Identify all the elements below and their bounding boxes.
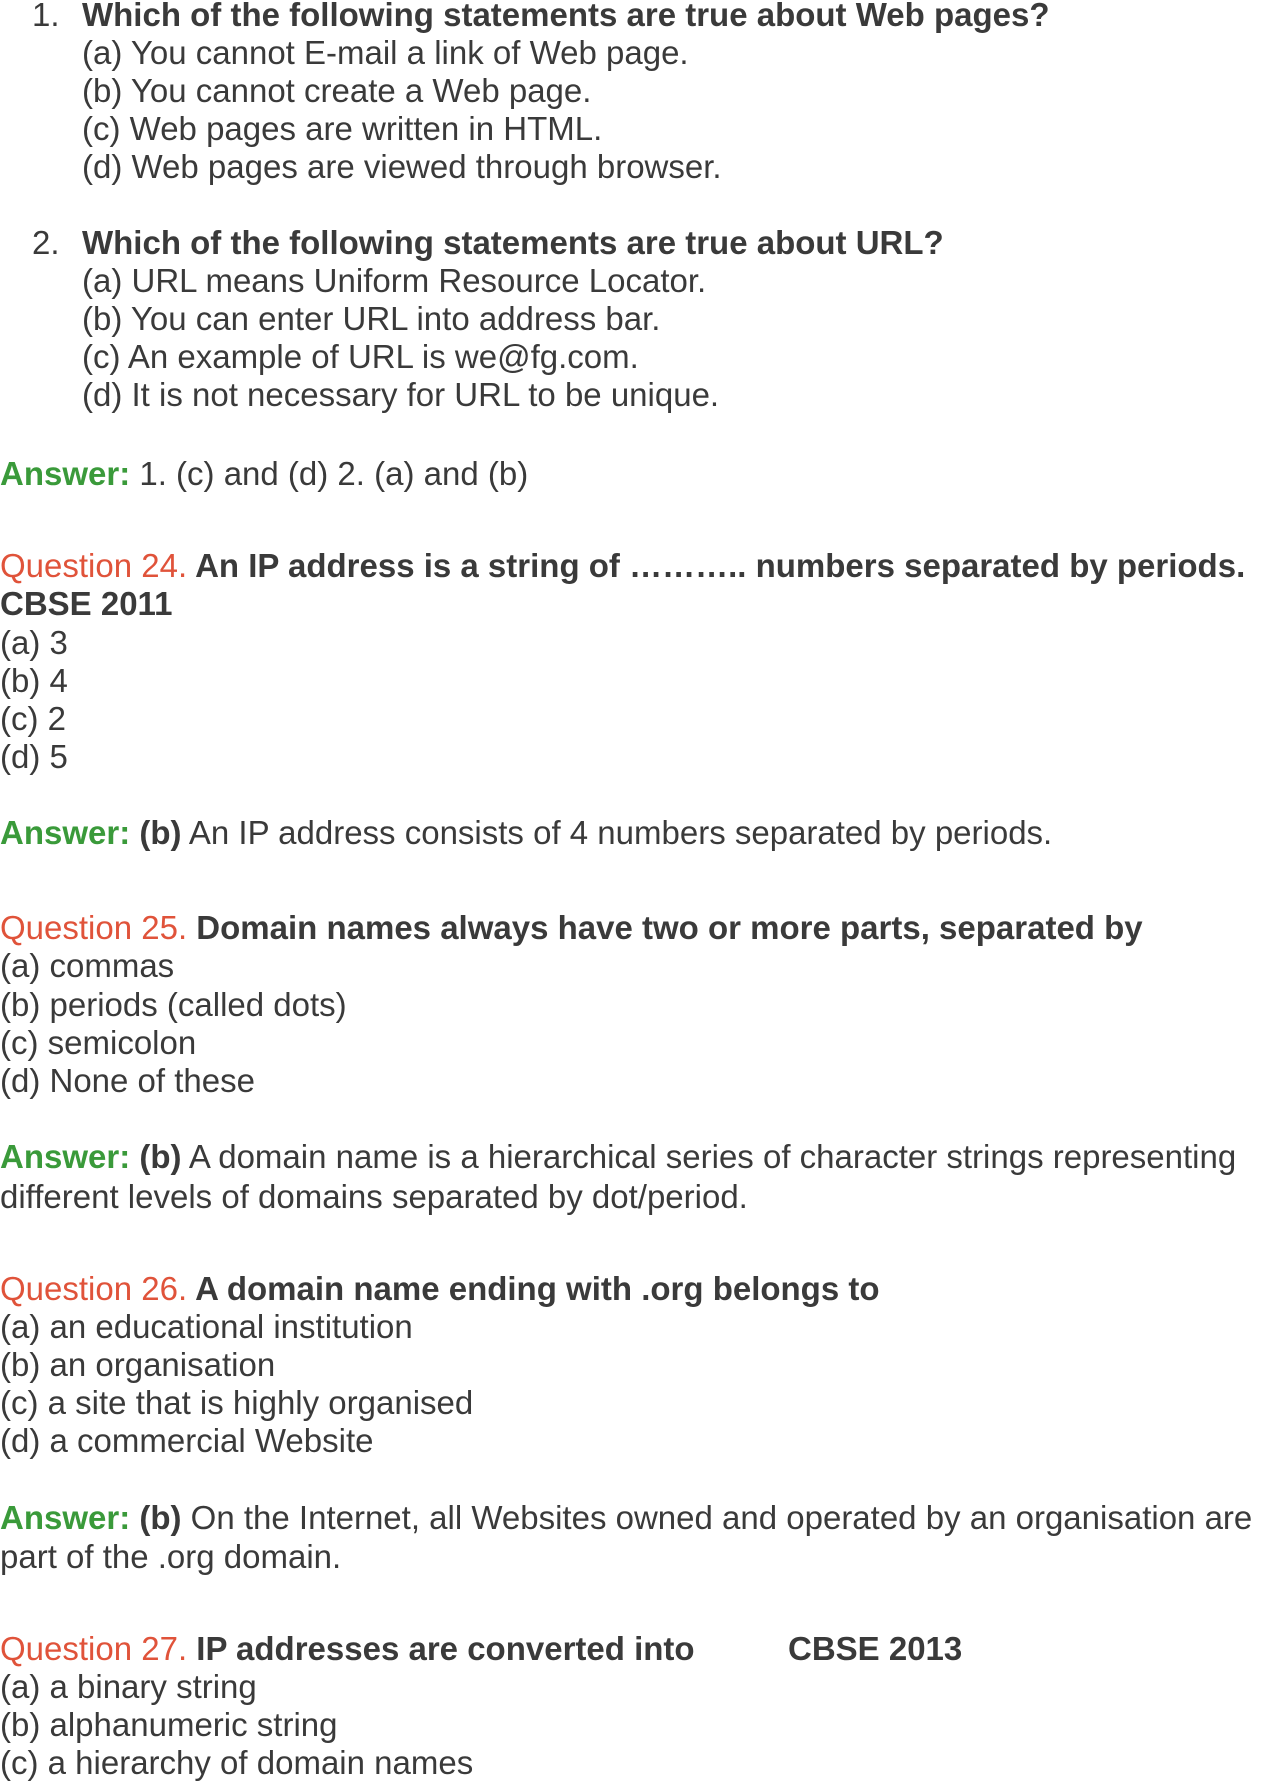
option: (a) 3 xyxy=(0,624,68,661)
question-25 xyxy=(0,909,1143,947)
option: (c) 2 xyxy=(0,700,66,737)
option: (d) Web pages are viewed through browser. xyxy=(82,148,722,185)
answer-text: A domain name is a hierarchical series of character strings representing xyxy=(181,1138,1237,1175)
question-label: Question 27. xyxy=(0,1630,188,1667)
option: (b) alphanumeric string xyxy=(0,1706,338,1743)
answer-26 xyxy=(0,1499,1252,1537)
option: (a) a binary string xyxy=(0,1668,257,1705)
option: (c) Web pages are written in HTML. xyxy=(82,110,603,147)
sub-question-text: Which of the following statements are true about URL? xyxy=(82,224,944,261)
option: (b) periods (called dots) xyxy=(0,986,347,1023)
question-label: Question 26. xyxy=(0,1270,188,1307)
answer-label: Answer: xyxy=(0,455,131,492)
sub-question-number: 1. xyxy=(32,0,60,33)
answer-text-continued: different levels of domains separated by dot/period. xyxy=(0,1178,748,1215)
option: (d) a commercial Website xyxy=(0,1422,374,1459)
answer-text: On the Internet, all Websites owned and operated by an organisation are xyxy=(181,1499,1253,1536)
option: (b) You cannot create a Web page. xyxy=(82,72,592,109)
option: (c) a hierarchy of domain names xyxy=(0,1744,474,1781)
answer-text: An IP address consists of 4 numbers separated by periods. xyxy=(181,814,1053,851)
answer-text-continued: part of the .org domain. xyxy=(0,1538,342,1575)
answer-25 xyxy=(0,1138,1236,1176)
option: (a) URL means Uniform Resource Locator. xyxy=(82,262,707,299)
answer-choice: (b) xyxy=(130,1138,182,1175)
option: (c) semicolon xyxy=(0,1024,197,1061)
option: (d) 5 xyxy=(0,738,68,775)
option: (b) 4 xyxy=(0,662,68,699)
sub-question-number: 2. xyxy=(32,224,60,261)
question-text: Domain names always have two or more parts, separated by xyxy=(187,909,1143,946)
question-label: Question 25. xyxy=(0,909,188,946)
question-text: A domain name ending with .org belongs to xyxy=(187,1270,880,1307)
option: (b) You can enter URL into address bar. xyxy=(82,300,661,337)
option: (c) An example of URL is we@fg.com. xyxy=(82,338,639,375)
answer-choice: (b) xyxy=(130,814,182,851)
answer-choice: (b) xyxy=(130,1499,182,1536)
option: (d) It is not necessary for URL to be unique. xyxy=(82,376,720,413)
sub-question-2 xyxy=(32,224,944,262)
exam-tag: CBSE 2013 xyxy=(788,1630,963,1667)
sub-question-text: Which of the following statements are true about Web pages? xyxy=(82,0,1050,33)
question-27 xyxy=(0,1630,695,1668)
option: (a) You cannot E-mail a link of Web page. xyxy=(82,34,689,71)
answer-label: Answer: xyxy=(0,1499,131,1536)
answer-label: Answer: xyxy=(0,814,131,851)
option: (a) an educational institution xyxy=(0,1308,413,1345)
option: (b) an organisation xyxy=(0,1346,276,1383)
question-26 xyxy=(0,1270,880,1308)
question-label: Question 24. xyxy=(0,547,188,584)
option: (d) None of these xyxy=(0,1062,255,1099)
answer-label: Answer: xyxy=(0,1138,131,1175)
sub-question-1 xyxy=(32,0,1049,34)
exam-tag: CBSE 2011 xyxy=(0,585,173,622)
answer-23 xyxy=(0,455,528,493)
answer-24 xyxy=(0,814,1052,852)
question-text: An IP address is a string of ……….. numbers separated by periods. xyxy=(187,547,1246,584)
answer-text: 1. (c) and (d) 2. (a) and (b) xyxy=(130,455,529,492)
question-24 xyxy=(0,547,1245,585)
option: (a) commas xyxy=(0,947,175,984)
question-text: IP addresses are converted into xyxy=(187,1630,695,1667)
option: (c) a site that is highly organised xyxy=(0,1384,474,1421)
